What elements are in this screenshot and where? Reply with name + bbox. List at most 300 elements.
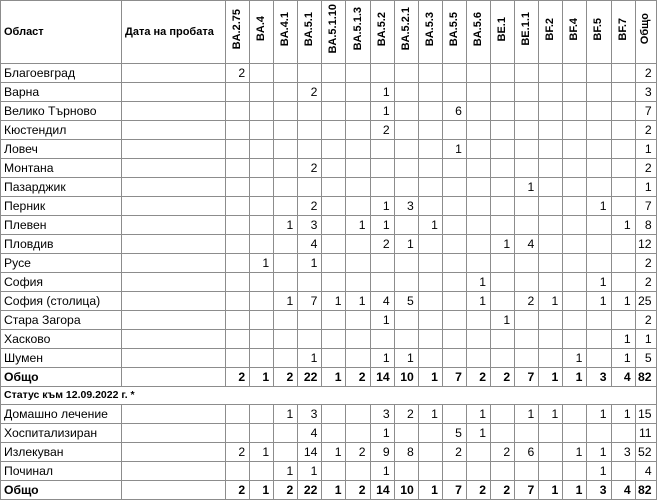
header-lineage: BA.5.1 — [298, 1, 322, 64]
value-cell — [515, 83, 539, 102]
value-cell — [226, 311, 250, 330]
row-total: 2 — [635, 254, 656, 273]
value-cell: 1 — [298, 254, 322, 273]
value-cell — [442, 121, 466, 140]
value-cell — [611, 273, 635, 292]
value-cell: 2 — [298, 159, 322, 178]
value-cell — [226, 178, 250, 197]
value-cell — [587, 102, 611, 121]
value-cell — [250, 178, 274, 197]
value-cell: 1 — [370, 424, 394, 443]
value-cell: 4 — [515, 235, 539, 254]
value-cell: 7 — [515, 481, 539, 500]
date-cell — [122, 424, 226, 443]
value-cell — [226, 273, 250, 292]
header-lineage: BA.5.5 — [442, 1, 466, 64]
value-cell: 14 — [298, 443, 322, 462]
value-cell — [322, 462, 346, 481]
value-cell: 3 — [394, 197, 418, 216]
row-total: 52 — [635, 443, 656, 462]
value-cell: 1 — [563, 481, 587, 500]
row-total: 1 — [635, 330, 656, 349]
row-total: 2 — [635, 64, 656, 83]
value-cell — [322, 311, 346, 330]
value-cell — [442, 159, 466, 178]
value-cell — [250, 197, 274, 216]
value-cell: 1 — [250, 368, 274, 387]
value-cell: 10 — [394, 481, 418, 500]
value-cell — [466, 216, 490, 235]
value-cell — [346, 273, 370, 292]
value-cell: 2 — [346, 481, 370, 500]
value-cell — [250, 121, 274, 140]
value-cell — [250, 330, 274, 349]
value-cell — [226, 197, 250, 216]
value-cell: 1 — [322, 443, 346, 462]
value-cell — [226, 159, 250, 178]
value-cell: 5 — [394, 292, 418, 311]
value-cell — [611, 254, 635, 273]
value-cell: 1 — [418, 405, 442, 424]
value-cell — [346, 235, 370, 254]
value-cell — [466, 140, 490, 159]
value-cell: 9 — [370, 443, 394, 462]
value-cell — [515, 462, 539, 481]
value-cell: 3 — [298, 216, 322, 235]
value-cell — [563, 121, 587, 140]
value-cell: 2 — [466, 481, 490, 500]
value-cell — [322, 424, 346, 443]
value-cell — [587, 311, 611, 330]
value-cell: 1 — [515, 405, 539, 424]
value-cell — [394, 159, 418, 178]
value-cell — [442, 178, 466, 197]
value-cell — [346, 405, 370, 424]
date-cell — [122, 159, 226, 178]
value-cell: 1 — [563, 443, 587, 462]
row-total: 25 — [635, 292, 656, 311]
value-cell: 1 — [370, 83, 394, 102]
value-cell — [394, 424, 418, 443]
value-cell — [563, 83, 587, 102]
value-cell: 3 — [587, 481, 611, 500]
value-cell: 2 — [491, 443, 515, 462]
value-cell — [491, 424, 515, 443]
value-cell — [515, 273, 539, 292]
value-cell — [418, 443, 442, 462]
value-cell — [274, 178, 298, 197]
value-cell: 1 — [370, 349, 394, 368]
status-row — [1, 462, 657, 481]
value-cell — [418, 273, 442, 292]
value-cell — [587, 349, 611, 368]
value-cell — [322, 140, 346, 159]
value-cell — [250, 273, 274, 292]
table-row — [1, 102, 657, 121]
value-cell — [418, 254, 442, 273]
value-cell: 1 — [587, 273, 611, 292]
value-cell: 1 — [466, 292, 490, 311]
value-cell — [370, 140, 394, 159]
value-cell — [539, 121, 563, 140]
value-cell: 3 — [611, 443, 635, 462]
value-cell — [466, 159, 490, 178]
value-cell: 2 — [298, 197, 322, 216]
row-total: 3 — [635, 83, 656, 102]
value-cell — [539, 330, 563, 349]
value-cell — [298, 330, 322, 349]
value-cell — [611, 311, 635, 330]
value-cell — [491, 462, 515, 481]
value-cell — [466, 64, 490, 83]
value-cell — [563, 235, 587, 254]
value-cell: 1 — [611, 292, 635, 311]
header-lineage: BA.5.2 — [370, 1, 394, 64]
status-row — [1, 424, 657, 443]
value-cell — [250, 64, 274, 83]
value-cell — [370, 273, 394, 292]
value-cell — [250, 405, 274, 424]
value-cell — [611, 235, 635, 254]
header-row — [1, 1, 657, 64]
row-label: Велико Търново — [1, 102, 122, 121]
value-cell: 1 — [274, 216, 298, 235]
value-cell — [274, 330, 298, 349]
value-cell — [563, 159, 587, 178]
status-row — [1, 405, 657, 424]
value-cell — [515, 330, 539, 349]
value-cell: 14 — [370, 481, 394, 500]
value-cell: 5 — [442, 424, 466, 443]
value-cell — [466, 197, 490, 216]
value-cell — [515, 424, 539, 443]
value-cell — [322, 235, 346, 254]
row-label: Перник — [1, 197, 122, 216]
value-cell: 1 — [322, 481, 346, 500]
value-cell — [418, 462, 442, 481]
value-cell: 1 — [563, 349, 587, 368]
value-cell — [587, 254, 611, 273]
value-cell — [539, 159, 563, 178]
table-row — [1, 159, 657, 178]
value-cell — [274, 197, 298, 216]
value-cell: 4 — [370, 292, 394, 311]
value-cell — [491, 159, 515, 178]
value-cell — [611, 178, 635, 197]
value-cell — [274, 443, 298, 462]
value-cell — [226, 292, 250, 311]
value-cell — [394, 254, 418, 273]
value-cell: 1 — [418, 481, 442, 500]
date-cell — [122, 349, 226, 368]
value-cell — [611, 102, 635, 121]
value-cell — [466, 311, 490, 330]
row-label: Починал — [1, 462, 122, 481]
row-total: 2 — [635, 273, 656, 292]
value-cell: 1 — [611, 349, 635, 368]
value-cell — [370, 330, 394, 349]
status-label-row — [1, 387, 657, 405]
row-label: Домашно лечение — [1, 405, 122, 424]
value-cell: 4 — [298, 424, 322, 443]
value-cell — [491, 121, 515, 140]
value-cell: 1 — [587, 197, 611, 216]
value-cell — [274, 349, 298, 368]
value-cell — [298, 121, 322, 140]
value-cell — [539, 462, 563, 481]
row-label: София — [1, 273, 122, 292]
value-cell: 1 — [370, 462, 394, 481]
table-row — [1, 121, 657, 140]
value-cell — [442, 330, 466, 349]
value-cell — [563, 424, 587, 443]
value-cell — [491, 178, 515, 197]
value-cell: 6 — [442, 102, 466, 121]
value-cell: 10 — [394, 368, 418, 387]
value-cell — [298, 178, 322, 197]
value-cell: 2 — [466, 368, 490, 387]
value-cell — [298, 64, 322, 83]
header-lineage: BE.1 — [491, 1, 515, 64]
value-cell — [563, 140, 587, 159]
value-cell — [563, 462, 587, 481]
value-cell — [563, 330, 587, 349]
value-cell: 2 — [226, 64, 250, 83]
row-total: 5 — [635, 349, 656, 368]
value-cell — [466, 443, 490, 462]
value-cell — [563, 292, 587, 311]
row-label: Хасково — [1, 330, 122, 349]
value-cell — [250, 235, 274, 254]
value-cell: 1 — [491, 235, 515, 254]
value-cell — [394, 83, 418, 102]
value-cell — [611, 159, 635, 178]
value-cell — [515, 140, 539, 159]
value-cell — [394, 178, 418, 197]
row-total: 1 — [635, 140, 656, 159]
value-cell: 6 — [515, 443, 539, 462]
row-total: 12 — [635, 235, 656, 254]
table-row — [1, 83, 657, 102]
status-label: Статус към 12.09.2022 г. * — [1, 387, 657, 405]
status-row — [1, 443, 657, 462]
value-cell — [539, 140, 563, 159]
value-cell — [346, 311, 370, 330]
value-cell: 1 — [587, 405, 611, 424]
value-cell — [226, 349, 250, 368]
value-cell: 1 — [587, 292, 611, 311]
value-cell: 1 — [274, 292, 298, 311]
value-cell — [274, 140, 298, 159]
value-cell — [491, 102, 515, 121]
value-cell: 7 — [298, 292, 322, 311]
row-total: 82 — [635, 481, 656, 500]
value-cell — [346, 349, 370, 368]
value-cell — [394, 121, 418, 140]
value-cell — [346, 462, 370, 481]
value-cell: 1 — [370, 311, 394, 330]
value-cell: 7 — [442, 481, 466, 500]
value-cell — [250, 83, 274, 102]
value-cell — [226, 216, 250, 235]
value-cell — [466, 235, 490, 254]
value-cell — [539, 235, 563, 254]
value-cell — [539, 349, 563, 368]
value-cell — [274, 159, 298, 178]
value-cell: 2 — [274, 368, 298, 387]
value-cell — [226, 424, 250, 443]
value-cell: 1 — [250, 443, 274, 462]
value-cell: 2 — [394, 405, 418, 424]
value-cell — [539, 216, 563, 235]
row-label: Плевен — [1, 216, 122, 235]
value-cell: 1 — [418, 368, 442, 387]
value-cell — [563, 254, 587, 273]
value-cell — [466, 83, 490, 102]
value-cell — [563, 273, 587, 292]
value-cell — [442, 235, 466, 254]
row-label: Пловдив — [1, 235, 122, 254]
value-cell — [491, 140, 515, 159]
value-cell — [274, 235, 298, 254]
row-total: 15 — [635, 405, 656, 424]
value-cell — [394, 330, 418, 349]
table-row — [1, 178, 657, 197]
value-cell — [226, 462, 250, 481]
value-cell — [442, 83, 466, 102]
value-cell — [442, 197, 466, 216]
row-label: Общо — [1, 368, 122, 387]
table-row — [1, 216, 657, 235]
row-label: Стара Загора — [1, 311, 122, 330]
value-cell — [418, 102, 442, 121]
value-cell — [418, 178, 442, 197]
value-cell — [539, 443, 563, 462]
value-cell — [418, 83, 442, 102]
value-cell — [250, 462, 274, 481]
value-cell — [394, 102, 418, 121]
date-cell — [122, 178, 226, 197]
value-cell — [250, 159, 274, 178]
value-cell: 22 — [298, 368, 322, 387]
value-cell — [539, 102, 563, 121]
value-cell: 2 — [274, 481, 298, 500]
header-total: Общо — [635, 1, 656, 64]
value-cell — [442, 273, 466, 292]
value-cell — [442, 405, 466, 424]
table-row — [1, 235, 657, 254]
value-cell — [322, 405, 346, 424]
value-cell — [394, 140, 418, 159]
row-total: 82 — [635, 368, 656, 387]
value-cell: 1 — [611, 330, 635, 349]
value-cell: 4 — [611, 481, 635, 500]
value-cell — [322, 159, 346, 178]
date-cell — [122, 102, 226, 121]
value-cell — [226, 405, 250, 424]
row-total: 1 — [635, 178, 656, 197]
value-cell: 1 — [370, 216, 394, 235]
value-cell — [322, 254, 346, 273]
value-cell — [298, 140, 322, 159]
value-cell: 1 — [442, 140, 466, 159]
value-cell — [611, 140, 635, 159]
value-cell — [370, 178, 394, 197]
value-cell — [394, 273, 418, 292]
value-cell — [250, 349, 274, 368]
date-cell — [122, 443, 226, 462]
value-cell — [418, 64, 442, 83]
value-cell — [322, 178, 346, 197]
value-cell: 2 — [442, 443, 466, 462]
value-cell — [611, 424, 635, 443]
value-cell — [394, 311, 418, 330]
value-cell: 1 — [491, 311, 515, 330]
value-cell — [418, 330, 442, 349]
row-label: Русе — [1, 254, 122, 273]
value-cell — [322, 349, 346, 368]
value-cell: 1 — [611, 405, 635, 424]
value-cell — [274, 83, 298, 102]
date-cell — [122, 197, 226, 216]
value-cell — [539, 83, 563, 102]
value-cell: 1 — [298, 349, 322, 368]
header-lineage: BF.7 — [611, 1, 635, 64]
value-cell: 2 — [346, 443, 370, 462]
value-cell: 1 — [587, 462, 611, 481]
value-cell — [394, 462, 418, 481]
value-cell — [418, 140, 442, 159]
date-cell — [122, 273, 226, 292]
value-cell — [250, 292, 274, 311]
value-cell — [491, 273, 515, 292]
value-cell — [226, 102, 250, 121]
date-cell — [122, 330, 226, 349]
value-cell — [274, 64, 298, 83]
row-label: Ловеч — [1, 140, 122, 159]
value-cell — [346, 330, 370, 349]
table-row — [1, 349, 657, 368]
value-cell: 1 — [587, 443, 611, 462]
value-cell — [539, 254, 563, 273]
date-cell — [122, 216, 226, 235]
row-total: 7 — [635, 197, 656, 216]
date-cell — [122, 254, 226, 273]
value-cell — [274, 273, 298, 292]
value-cell: 1 — [298, 462, 322, 481]
value-cell: 3 — [587, 368, 611, 387]
header-lineage: BA.2.75 — [226, 1, 250, 64]
value-cell: 1 — [539, 481, 563, 500]
header-lineage: BA.5.6 — [466, 1, 490, 64]
value-cell — [298, 273, 322, 292]
value-cell — [466, 102, 490, 121]
date-cell — [122, 235, 226, 254]
value-cell: 1 — [539, 368, 563, 387]
value-cell — [442, 254, 466, 273]
value-cell — [515, 311, 539, 330]
value-cell — [418, 121, 442, 140]
value-cell — [515, 349, 539, 368]
value-cell — [346, 254, 370, 273]
value-cell — [587, 235, 611, 254]
value-cell — [466, 349, 490, 368]
value-cell — [250, 140, 274, 159]
row-label: Пазарджик — [1, 178, 122, 197]
value-cell — [563, 102, 587, 121]
value-cell — [515, 197, 539, 216]
value-cell: 2 — [491, 368, 515, 387]
